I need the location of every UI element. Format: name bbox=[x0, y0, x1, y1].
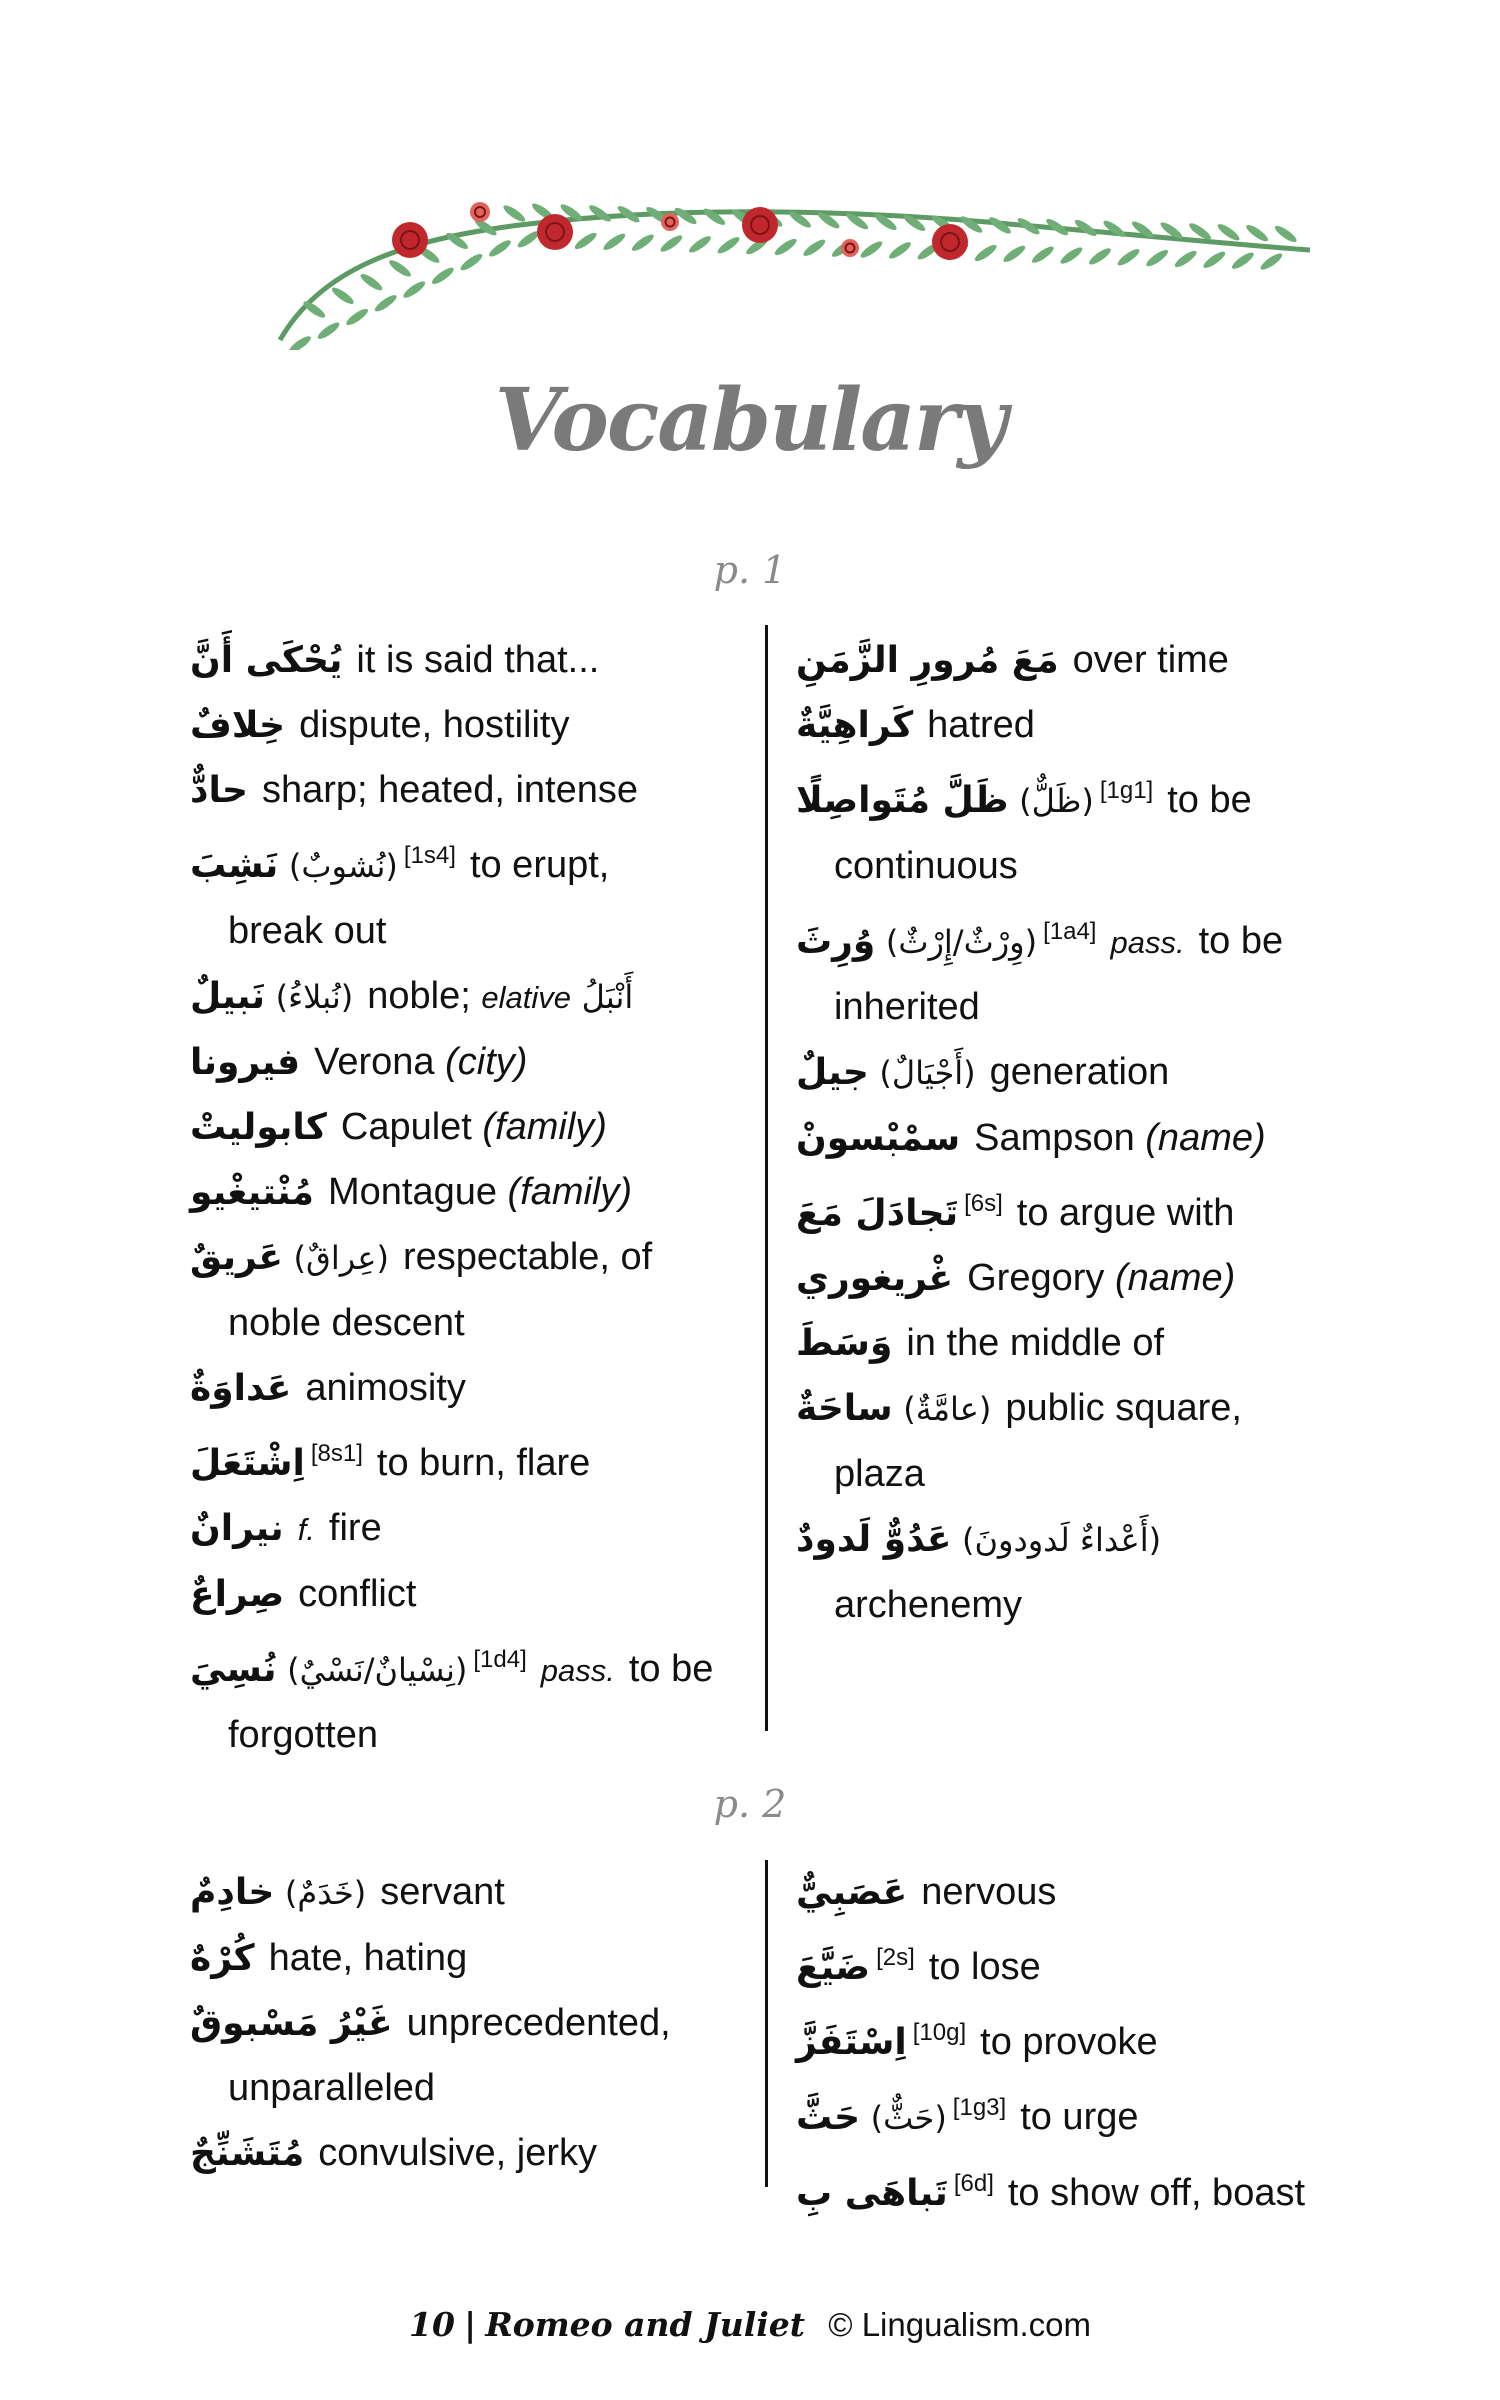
arabic-term: ظَلَّ مُتَواصِلًا bbox=[796, 780, 1009, 821]
vocab-entry bbox=[190, 1030, 760, 1095]
english-gloss: servant bbox=[380, 1871, 505, 1913]
arabic-term: عَدُوٌّ لَدودٌ bbox=[796, 1519, 952, 1560]
vocab-entry bbox=[190, 1356, 760, 1421]
leaf-icon bbox=[1216, 222, 1242, 243]
arabic-term: حَثَّ bbox=[796, 2097, 861, 2138]
verb-form-code: [6s] bbox=[964, 1190, 1003, 1217]
english-gloss: unprecedented, bbox=[406, 2002, 671, 2044]
leaf-icon bbox=[330, 285, 356, 306]
vocab-entry bbox=[190, 758, 760, 823]
leaf-icon bbox=[1201, 249, 1227, 270]
rose-icon bbox=[470, 202, 490, 222]
rose-icon bbox=[841, 239, 859, 257]
arabic-plural: (عِراقٌ) bbox=[293, 1239, 389, 1277]
gloss-continuation: archenemy bbox=[834, 1584, 1022, 1626]
vocab-entry bbox=[796, 1171, 1366, 1246]
grammar-tag: elative bbox=[481, 980, 571, 1015]
page-number: 10 bbox=[409, 2305, 455, 2344]
leaf-icon bbox=[287, 334, 313, 350]
leaf-icon bbox=[487, 238, 513, 259]
column-divider bbox=[765, 625, 768, 1731]
vocab-entry bbox=[190, 693, 760, 758]
leaf-icon bbox=[858, 239, 884, 260]
gloss-note: (city) bbox=[445, 1041, 528, 1083]
english-gloss: to be bbox=[628, 1648, 714, 1690]
leaf-icon bbox=[601, 231, 627, 252]
vocab-entry bbox=[190, 1562, 760, 1627]
leaf-icon bbox=[1230, 250, 1256, 271]
arabic-term: تَباهَى بِ bbox=[796, 2173, 948, 2214]
vocab-entry bbox=[796, 2075, 1366, 2151]
leaf-icon bbox=[358, 271, 384, 292]
gloss-continuation: plaza bbox=[834, 1453, 925, 1495]
english-gloss: noble; bbox=[367, 975, 471, 1017]
arabic-plural: (أَعْداءٌ لَدودونَ) bbox=[962, 1521, 1162, 1559]
vocab-entry bbox=[796, 1040, 1366, 1106]
english-gloss: to be bbox=[1198, 920, 1284, 962]
english-gloss: to lose bbox=[928, 1946, 1041, 1988]
leaf-icon bbox=[716, 235, 742, 256]
english-gloss: nervous bbox=[921, 1871, 1057, 1913]
english-gloss: fire bbox=[328, 1507, 382, 1549]
leaf-icon bbox=[801, 237, 827, 258]
arabic-term: كَراهِيَّةٌ bbox=[796, 705, 914, 746]
leaf-icon bbox=[587, 203, 613, 224]
vocab-entry bbox=[796, 693, 1366, 758]
vocab-entry bbox=[190, 823, 760, 899]
vocab-entry bbox=[796, 899, 1366, 975]
english-gloss: to be bbox=[1167, 779, 1252, 821]
leaf-icon bbox=[973, 242, 999, 263]
gloss-note: (family) bbox=[482, 1106, 607, 1148]
vocab-entry bbox=[796, 628, 1366, 693]
copyright[interactable]: © Lingualism.com bbox=[828, 2306, 1091, 2343]
english-gloss: to burn, flare bbox=[376, 1442, 591, 1484]
leaf-icon bbox=[401, 279, 427, 300]
gloss-continuation: inherited bbox=[834, 986, 980, 1028]
vocab-entry bbox=[190, 1160, 760, 1225]
arabic-term: ساحَةٌ bbox=[796, 1388, 893, 1429]
leaf-icon bbox=[387, 258, 413, 279]
leaf-icon bbox=[501, 203, 527, 224]
vocab-entry bbox=[190, 1421, 760, 1496]
rose-icon bbox=[932, 224, 968, 260]
vocab-entry bbox=[796, 1376, 1366, 1442]
verb-form-code: [2s] bbox=[876, 1944, 915, 1971]
arabic-term: يُحْكَى أَنَّ bbox=[190, 640, 343, 681]
english-gloss: to urge bbox=[1020, 2096, 1139, 2138]
english-gloss: to show off, boast bbox=[1007, 2172, 1306, 2214]
verb-form-code: [10g] bbox=[912, 2019, 967, 2046]
english-gloss: public square, bbox=[1005, 1387, 1242, 1429]
page-label-1: p. 1 bbox=[713, 548, 787, 592]
gloss-note: (name) bbox=[1114, 1257, 1236, 1299]
leaf-icon bbox=[430, 265, 456, 286]
vocab-entry bbox=[796, 1246, 1366, 1311]
arabic-term: كُرْهٌ bbox=[190, 1938, 255, 1979]
leaf-icon bbox=[1101, 218, 1127, 239]
vocab-entry bbox=[190, 1991, 760, 2056]
english-gloss: over time bbox=[1072, 639, 1229, 681]
english-gloss: to argue with bbox=[1016, 1192, 1235, 1234]
arabic-term: مُتَشَنِّجٌ bbox=[190, 2133, 305, 2174]
english-gloss: Verona bbox=[314, 1041, 435, 1083]
vocab-entry bbox=[190, 964, 760, 1030]
arabic-term: كابوليتْ bbox=[190, 1107, 327, 1148]
grammar-tag: f. bbox=[297, 1512, 315, 1547]
arabic-term: نيرانٌ bbox=[190, 1508, 284, 1549]
english-gloss: to erupt, bbox=[469, 844, 610, 886]
arabic-term: تَجادَلَ مَعَ bbox=[796, 1193, 959, 1234]
arabic-plural: (خَدَمٌ) bbox=[284, 1874, 367, 1912]
vocab-entry bbox=[796, 1507, 1366, 1573]
vocab-entry bbox=[796, 2151, 1366, 2226]
leaf-icon bbox=[1273, 223, 1299, 244]
arabic-term: اِشْتَعَلَ bbox=[190, 1443, 305, 1484]
vocab-column-right bbox=[796, 628, 1366, 1638]
vocab-entry bbox=[190, 1860, 760, 1926]
gloss-continuation: continuous bbox=[834, 845, 1018, 887]
footer bbox=[0, 2305, 1500, 2344]
vocab-entry bbox=[190, 1496, 760, 1562]
english-gloss: convulsive, jerky bbox=[318, 2132, 598, 2174]
rose-icon bbox=[392, 222, 428, 258]
vocab-entry bbox=[190, 1095, 760, 1160]
english-gloss: Gregory bbox=[967, 1257, 1105, 1299]
vocab-entry bbox=[190, 1926, 760, 1991]
arabic-term: وُرِثَ bbox=[796, 921, 876, 962]
leaf-icon bbox=[1001, 243, 1027, 264]
verb-form-code: [1d4] bbox=[473, 1646, 527, 1673]
english-gloss: hatred bbox=[927, 704, 1035, 746]
english-gloss: in the middle of bbox=[906, 1322, 1165, 1364]
arabic-term: مُنْتيغْيو bbox=[190, 1172, 314, 1213]
english-gloss: animosity bbox=[305, 1367, 466, 1409]
english-gloss: conflict bbox=[298, 1573, 417, 1615]
verb-form-code: [8s1] bbox=[310, 1440, 363, 1467]
vocab-column-right bbox=[796, 1860, 1366, 2226]
verb-form-code: [1g3] bbox=[952, 2094, 1007, 2121]
english-gloss: to provoke bbox=[980, 2021, 1158, 2063]
leaf-icon bbox=[630, 232, 656, 253]
arabic-term: صِراعٌ bbox=[190, 1574, 285, 1615]
arabic-term: عَداوَةٌ bbox=[190, 1368, 292, 1409]
leaf-icon bbox=[1087, 246, 1113, 267]
leaf-icon bbox=[573, 230, 599, 251]
english-gloss: Sampson bbox=[974, 1117, 1135, 1159]
gloss-note: (family) bbox=[507, 1171, 633, 1213]
english-gloss: sharp; heated, intense bbox=[261, 769, 638, 811]
gloss-continuation: forgotten bbox=[228, 1714, 378, 1756]
english-gloss: Capulet bbox=[340, 1106, 472, 1148]
arabic-term: نُسِيَ bbox=[190, 1649, 277, 1690]
arabic-term: اِسْتَفَزَّ bbox=[796, 2022, 907, 2063]
arabic-term: حادٌّ bbox=[190, 770, 248, 811]
leaf-icon bbox=[658, 233, 684, 254]
arabic-plural: (وِرْثٌ/إِرْثٌ) bbox=[885, 923, 1038, 961]
arabic-plural: (حَثٌّ) bbox=[870, 2099, 947, 2137]
gloss-continuation: unparalleled bbox=[228, 2067, 436, 2109]
arabic-term: غْريغوري bbox=[796, 1258, 954, 1299]
leaf-icon bbox=[1173, 248, 1199, 269]
leaf-icon bbox=[1030, 244, 1056, 265]
english-gloss: generation bbox=[989, 1051, 1170, 1093]
leaf-icon bbox=[316, 320, 342, 341]
leaf-icon bbox=[773, 236, 799, 257]
arabic-plural: (نُبلاءُ) bbox=[275, 978, 354, 1016]
vocab-entry bbox=[190, 2121, 760, 2186]
vocab-entry bbox=[190, 628, 760, 693]
leaf-icon bbox=[887, 240, 913, 261]
rose-vine-decoration bbox=[260, 150, 1320, 350]
arabic-term: فيرونا bbox=[190, 1042, 301, 1083]
leaf-icon bbox=[458, 251, 484, 272]
arabic-term: خِلافٌ bbox=[190, 705, 286, 746]
gloss-continuation: break out bbox=[228, 910, 387, 952]
arabic-plural: (عامَّةٌ) bbox=[903, 1390, 992, 1428]
leaf-icon bbox=[687, 234, 713, 255]
vocab-entry bbox=[796, 1106, 1366, 1171]
verb-form-code: [1a4] bbox=[1043, 918, 1097, 945]
book-title: Romeo and Juliet bbox=[485, 2305, 806, 2344]
english-gloss: hate, hating bbox=[268, 1937, 468, 1979]
vocab-entry bbox=[190, 1225, 760, 1291]
vocab-entry bbox=[796, 1860, 1366, 1925]
arabic-term: عَريقٌ bbox=[190, 1237, 283, 1278]
arabic-plural: (أَجْيَالٌ) bbox=[879, 1054, 976, 1092]
english-gloss: dispute, hostility bbox=[299, 704, 570, 746]
leaf-icon bbox=[344, 306, 370, 327]
page-label-2: p. 2 bbox=[713, 1782, 787, 1826]
verb-form-code: [1g1] bbox=[1099, 777, 1154, 804]
arabic-term: مَعَ مُرورِ الزَّمَنِ bbox=[796, 640, 1059, 681]
leaf-icon bbox=[1116, 247, 1142, 268]
verb-form-code: [1s4] bbox=[403, 842, 456, 869]
arabic-term: وَسَطَ bbox=[796, 1323, 893, 1364]
arabic-plural: (ظَلٌّ) bbox=[1019, 782, 1094, 820]
leaf-icon bbox=[1058, 245, 1084, 266]
arabic-plural: (نِسْيانٌ/نَسْيٌ) bbox=[287, 1651, 468, 1689]
leaf-icon bbox=[1258, 251, 1284, 272]
leaf-icon bbox=[1244, 222, 1270, 243]
vocab-entry bbox=[190, 1627, 760, 1703]
verb-form-code: [6d] bbox=[953, 2170, 994, 2197]
vocab-entry bbox=[796, 1311, 1366, 1376]
arabic-elative: أَنْبَلُ bbox=[581, 978, 634, 1016]
footer-separator: | bbox=[464, 2305, 477, 2344]
arabic-term: سمْبْسونْ bbox=[796, 1118, 961, 1159]
rose-icon bbox=[537, 214, 573, 250]
arabic-term: ضَيَّعَ bbox=[796, 1947, 871, 1988]
arabic-plural: (نُشوبٌ) bbox=[288, 847, 398, 885]
rose-icon bbox=[742, 207, 778, 243]
grammar-tag: pass. bbox=[540, 1653, 615, 1688]
gloss-note: (name) bbox=[1145, 1117, 1266, 1159]
vocab-entry bbox=[796, 1925, 1366, 2000]
arabic-term: جيلٌ bbox=[796, 1052, 869, 1093]
english-gloss: respectable, of bbox=[402, 1236, 653, 1278]
english-gloss: Montague bbox=[327, 1171, 497, 1213]
grammar-tag: pass. bbox=[1110, 925, 1185, 960]
column-divider bbox=[765, 1860, 768, 2187]
english-gloss: it is said that... bbox=[356, 639, 600, 681]
leaf-icon bbox=[1144, 247, 1170, 268]
rose-icon bbox=[661, 213, 679, 231]
arabic-term: عَصَبِيٌّ bbox=[796, 1872, 908, 1913]
vocab-entry bbox=[796, 758, 1366, 834]
vocab-column-left bbox=[190, 628, 760, 1768]
vocab-entry bbox=[796, 2000, 1366, 2075]
arabic-term: غَيْرُ مَسْبوقٌ bbox=[190, 2003, 393, 2044]
leaf-icon bbox=[373, 293, 399, 314]
page-title: Vocabulary bbox=[494, 370, 1006, 471]
arabic-term: نَبيلٌ bbox=[190, 976, 266, 1017]
vocab-column-left bbox=[190, 1860, 760, 2186]
vine-stem bbox=[280, 212, 1310, 340]
arabic-term: خادِمٌ bbox=[190, 1872, 275, 1913]
arabic-term: نَشِبَ bbox=[190, 845, 279, 886]
gloss-continuation: noble descent bbox=[228, 1302, 465, 1344]
